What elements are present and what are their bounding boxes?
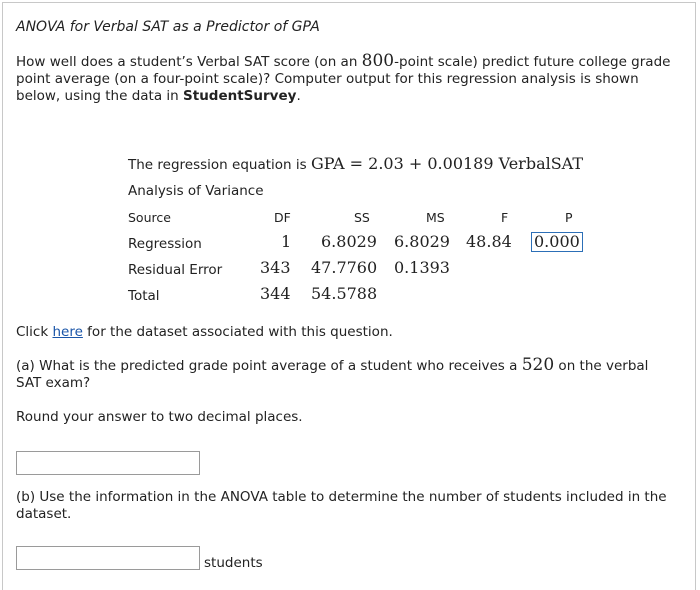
header-f: F bbox=[501, 210, 509, 225]
regression-equation: GPA = 2.03 + 0.00189 VerbalSAT bbox=[310, 154, 584, 173]
regression-prefix: The regression equation is bbox=[128, 157, 311, 173]
header-p: P bbox=[565, 210, 573, 225]
header-df: DF bbox=[274, 210, 291, 225]
question-intro bbox=[16, 53, 676, 105]
rounding-note: Round your answer to two decimal places. bbox=[16, 409, 303, 425]
answer-b-unit: students bbox=[204, 555, 263, 571]
row-f: 48.84 bbox=[466, 232, 512, 251]
row-source: Regression bbox=[128, 236, 202, 252]
qa-text-2: on the verbal SAT exam? bbox=[16, 358, 649, 391]
row-ss: 6.8029 bbox=[321, 232, 377, 251]
header-ss: SS bbox=[354, 210, 370, 225]
click-suffix: for the dataset associated with this question. bbox=[82, 324, 393, 340]
answer-a-input[interactable] bbox=[16, 451, 200, 475]
row-ms: 0.1393 bbox=[394, 258, 450, 277]
row-df: 1 bbox=[281, 232, 292, 251]
question-a bbox=[16, 357, 676, 392]
intro-text-1: How well does a student’s Verbal SAT score (on an bbox=[16, 54, 362, 70]
qa-text-1: (a) What is the predicted grade point average of a student who receives a bbox=[16, 358, 522, 374]
dataset-link-line bbox=[16, 324, 393, 340]
anova-label: Analysis of Variance bbox=[128, 183, 264, 199]
question-title: ANOVA for Verbal SAT as a Predictor of GPA bbox=[16, 19, 320, 35]
p-value-box: 0.000 bbox=[531, 232, 583, 252]
row-source: Residual Error bbox=[128, 262, 223, 278]
answer-b-input[interactable] bbox=[16, 546, 200, 570]
intro-text-2: -point scale) predict future college grade point average (on a four-point scale)? Computer output for this regression analysis is shown below, using the data in bbox=[16, 54, 671, 104]
header-source: Source bbox=[128, 210, 171, 225]
row-df: 343 bbox=[260, 258, 291, 277]
dataset-name: StudentSurvey bbox=[183, 88, 297, 104]
row-ss: 54.5788 bbox=[311, 284, 378, 303]
regression-line bbox=[128, 154, 583, 173]
intro-text-3: . bbox=[296, 88, 301, 104]
header-ms: MS bbox=[426, 210, 445, 225]
row-df: 344 bbox=[260, 284, 291, 303]
dataset-link[interactable]: here bbox=[52, 324, 83, 340]
question-b: (b) Use the information in the ANOVA table to determine the number of students included in the dataset. bbox=[16, 489, 667, 522]
intro-points: 800 bbox=[361, 51, 395, 71]
row-ss: 47.7760 bbox=[311, 258, 378, 277]
click-prefix: Click bbox=[16, 324, 53, 340]
qa-value: 520 bbox=[521, 355, 555, 375]
row-ms: 6.8029 bbox=[394, 232, 450, 251]
row-source: Total bbox=[128, 288, 160, 304]
